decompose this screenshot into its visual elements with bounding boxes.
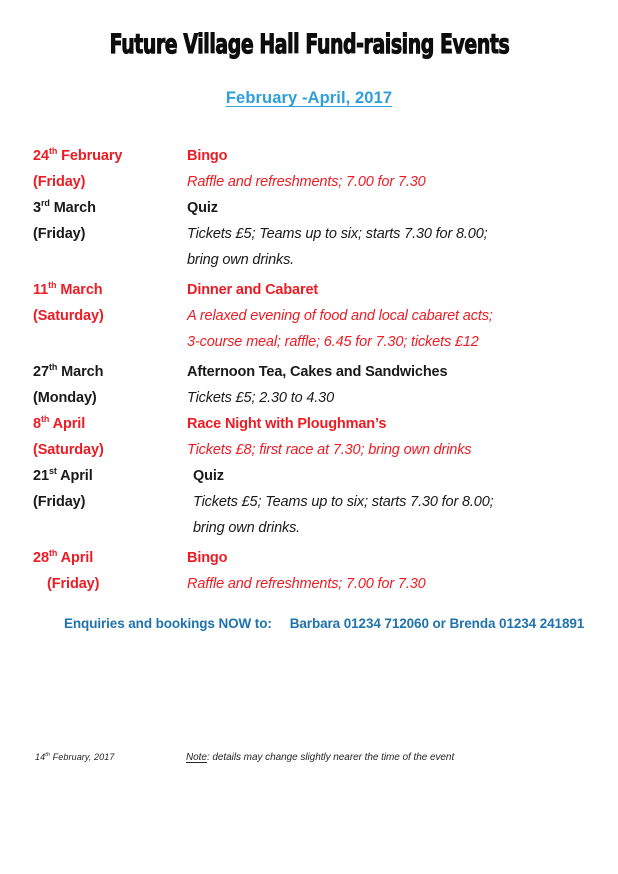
event-detail-row [0, 303, 618, 329]
event-date-month: April [49, 416, 86, 432]
event-date [33, 277, 103, 303]
contact-details: Barbara 01234 712060 or Brenda 01234 241891 [289, 616, 585, 631]
footer-date-rest: February, 2017 [50, 752, 115, 762]
event-row [0, 411, 618, 437]
event-day: (Saturday) [33, 442, 104, 458]
event-row [0, 463, 618, 489]
event-name: Quiz [187, 200, 218, 216]
contact-line [64, 616, 584, 631]
event-detail-row [0, 169, 618, 195]
event-description: 3-course meal; raffle; 6.45 for 7.30; tickets £12 [187, 334, 479, 350]
event-date-ordinal: th [48, 146, 58, 157]
footer-note-text: : details may change slightly nearer the time of the event [206, 752, 455, 763]
contact-prefix: Enquiries and bookings NOW to: [64, 616, 272, 631]
event-day: (Friday) [33, 494, 86, 510]
event-date-number: 28 [33, 550, 49, 566]
event-date-month: March [57, 364, 104, 380]
event-detail-row [0, 515, 618, 541]
footer-note [186, 752, 454, 763]
event-detail-row [0, 329, 618, 355]
event-date-ordinal: st [48, 466, 57, 477]
event-name: Afternoon Tea, Cakes and Sandwiches [187, 364, 448, 380]
event-date [33, 143, 122, 169]
events-list [0, 143, 618, 597]
event-description: Raffle and refreshments; 7.00 for 7.30 [187, 174, 426, 190]
event-detail-row [0, 489, 618, 515]
event-row [0, 195, 618, 221]
event-date-number: 27 [33, 364, 49, 380]
event-date [33, 545, 93, 571]
event-day: (Monday) [33, 390, 97, 406]
event-detail-row [0, 571, 618, 597]
event-date [33, 359, 103, 385]
event-date-number: 11 [33, 282, 49, 298]
event-name: Dinner and Cabaret [187, 282, 319, 298]
event-detail-row [0, 385, 618, 411]
event-row [0, 277, 618, 303]
event-name: Bingo [187, 550, 228, 566]
event-description: Raffle and refreshments; 7.00 for 7.30 [187, 576, 426, 592]
event-description: bring own drinks. [187, 252, 295, 268]
event-detail-row [0, 247, 618, 273]
event-description: Tickets £5; 2.30 to 4.30 [187, 390, 335, 406]
event-detail-row [0, 437, 618, 463]
footer-date [35, 752, 114, 762]
event-date-month: April [57, 550, 94, 566]
event-description: Tickets £5; Teams up to six; starts 7.30 for 8.00; [193, 494, 494, 510]
event-detail-row [0, 221, 618, 247]
event-date-number: 21 [33, 468, 49, 484]
event-day: (Friday) [47, 576, 100, 592]
event-description: Tickets £5; Teams up to six; starts 7.30 for 8.00; [187, 226, 488, 242]
event-date-ordinal: th [48, 362, 58, 373]
event-day: (Friday) [33, 174, 86, 190]
event-date-number: 24 [33, 148, 49, 164]
event-date-month: March [49, 200, 96, 216]
page-title: Future Village Hall Fund-raising Events [109, 29, 509, 60]
event-date [33, 411, 85, 437]
event-description: A relaxed evening of food and local cabaret acts; [187, 308, 493, 324]
event-date [33, 195, 96, 221]
event-date-month: February [57, 148, 123, 164]
event-date-number: 3 [33, 200, 41, 216]
event-date-month: March [56, 282, 103, 298]
footer-note-label: Note [186, 752, 207, 763]
event-name: Bingo [187, 148, 228, 164]
footer-date-ordinal: th [45, 752, 51, 758]
event-date-number: 8 [33, 416, 41, 432]
event-date [33, 463, 93, 489]
event-description: Tickets £8; first race at 7.30; bring own drinks [187, 442, 472, 458]
event-date-month: April [56, 468, 93, 484]
event-day: (Saturday) [33, 308, 104, 324]
event-row [0, 143, 618, 169]
event-description: bring own drinks. [193, 520, 301, 536]
event-date-ordinal: th [40, 414, 50, 425]
footer-date-number: 14 [35, 752, 46, 762]
event-date-ordinal: th [48, 548, 58, 559]
event-name: Quiz [193, 468, 224, 484]
event-name: Race Night with Ploughman’s [187, 416, 387, 432]
date-range-subtitle: February -April, 2017 [225, 89, 393, 107]
event-day: (Friday) [33, 226, 86, 242]
title-container [0, 30, 618, 60]
event-row [0, 545, 618, 571]
event-row [0, 359, 618, 385]
subtitle-container [0, 89, 618, 108]
event-date-ordinal: th [48, 280, 57, 291]
event-date-ordinal: rd [40, 198, 50, 209]
